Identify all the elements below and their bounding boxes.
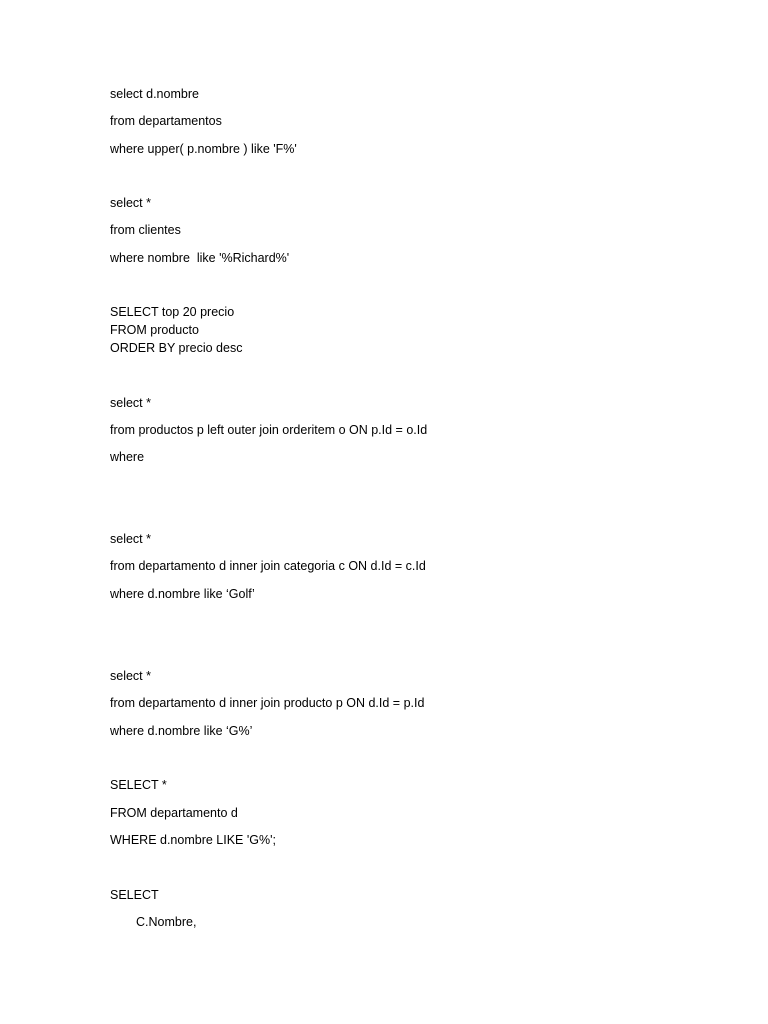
text-line: SELECT top 20 precio (110, 305, 235, 319)
text-line: C.Nombre, (136, 915, 197, 929)
text-line: SELECT * (110, 778, 167, 792)
text-line: select * (110, 532, 151, 546)
text-line: FROM departamento d (110, 806, 238, 820)
text-line: from departamento d inner join categoria c ON d.Id = c.Id (110, 559, 426, 573)
text-line: where upper( p.nombre ) like 'F%' (110, 142, 297, 156)
text-line: ORDER BY precio desc (110, 341, 243, 355)
text-line: from productos p left outer join orderitem o ON p.Id = o.Id (110, 423, 428, 437)
text-line: FROM producto (110, 323, 199, 337)
text-line: from clientes (110, 223, 181, 237)
text-line: where (110, 450, 145, 464)
text-line: WHERE d.nombre LIKE 'G%'; (110, 833, 276, 847)
text-line: where d.nombre like ‘G%’ (110, 724, 253, 738)
text-line: from departamentos (110, 114, 222, 128)
text-line: SELECT (110, 888, 159, 902)
text-line: where nombre like '%Richard%' (110, 251, 290, 265)
text-line: from departamento d inner join producto p ON d.Id = p.Id (110, 696, 425, 710)
text-line: select * (110, 396, 151, 410)
text-line: where d.nombre like ‘Golf’ (110, 587, 255, 601)
text-line: select * (110, 196, 151, 210)
text-line: select * (110, 669, 151, 683)
text-line: select d.nombre (110, 87, 199, 101)
